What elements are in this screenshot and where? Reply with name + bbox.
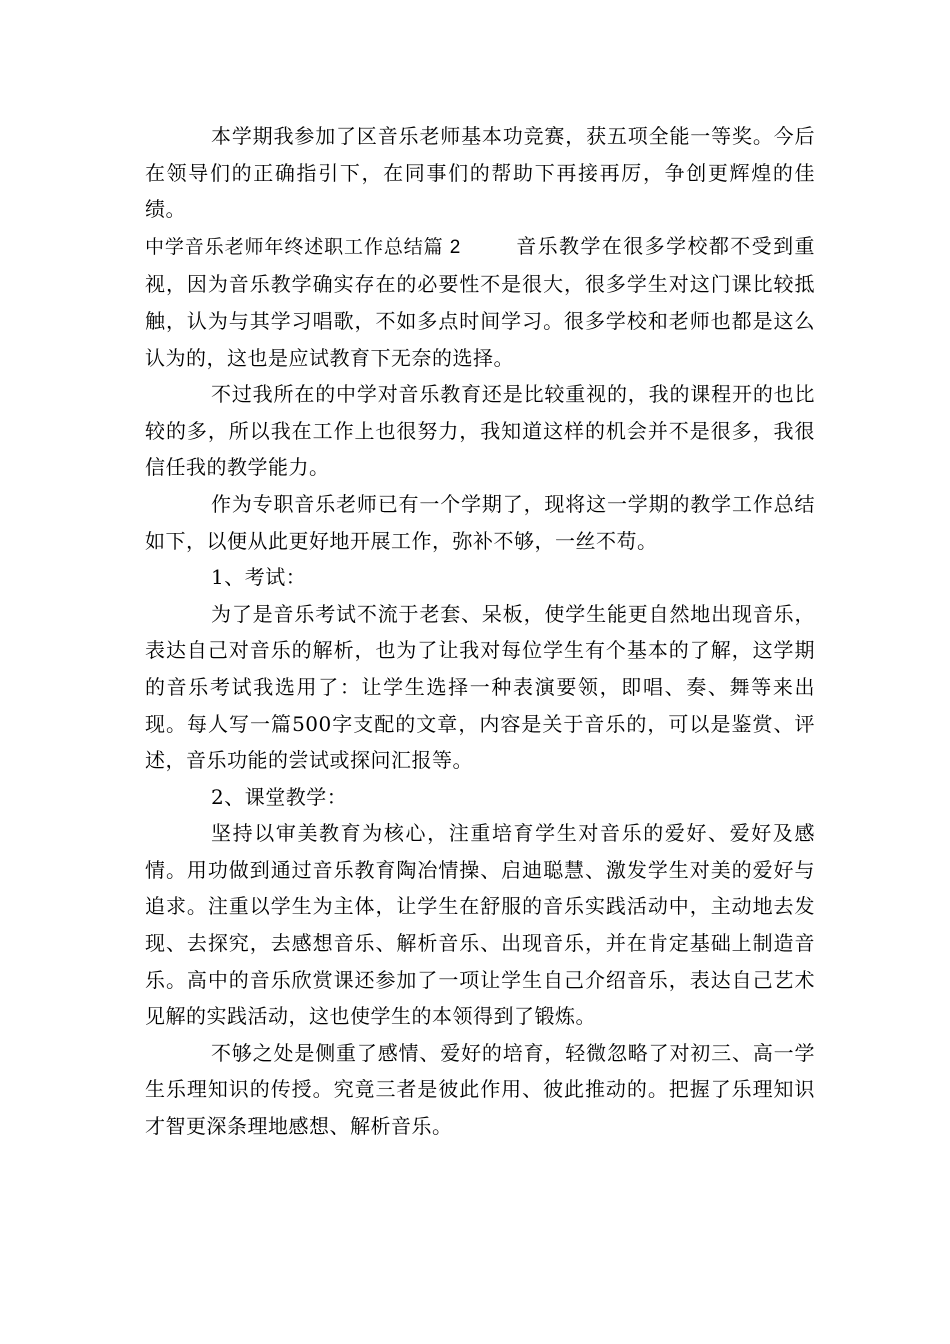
heading-exam: 1、考试： bbox=[211, 565, 307, 590]
section-title: 中学音乐老师年终述职工作总结篇 2 bbox=[145, 236, 461, 258]
paragraph-classroom-teaching: 坚持以审美教育为核心，注重培育学生对音乐的爱好、爱好及感情。用功做到通过音乐教育陶冶情操、启迪聪慧、激发学生对美的爱好与追求。注重以学生为主体，让学生在舒服的音乐实践活动中，主动地去发现、去探究，去感想音乐、解析音乐、出现音乐，并在肯定基础上制造音乐。高中的音乐欣赏课还参加了一项让学生自己介绍音乐，表达自己艺术见解的实践活动，这也使学生的本领得到了锻炼。 bbox=[145, 821, 815, 1029]
paragraph-section-intro bbox=[145, 228, 815, 376]
paragraph-music-teaching-importance: 音乐教学在很多学校都不受到重视，因为音乐教学确实存在的必要性不是很大，很多学生对这门课比较抵触，认为与其学习唱歌，不如多点时间学习。很多学校和老师也都是这么认为的，这也是应试教育下无奈的选择。 bbox=[145, 233, 815, 370]
paragraph-summary-intro: 作为专职音乐老师已有一个学期了，现将这一学期的教学工作总结如下，以便从此更好地开展工作，弥补不够，一丝不苟。 bbox=[145, 491, 815, 553]
document-body bbox=[145, 118, 815, 1145]
heading-classroom-teaching: 2、课堂教学： bbox=[211, 784, 348, 809]
paragraph-exam: 为了是音乐考试不流于老套、呆板，使学生能更自然地出现音乐，表达自己对音乐的解析，也为了让我对每位学生有个基本的了解，这学期的音乐考试我选用了：让学生选择一种表演要领，即唱、奏、舞等来出现。每人写一篇500字支配的文章，内容是关于音乐的，可以是鉴赏、评述，音乐功能的尝试或探问汇报等。 bbox=[145, 601, 815, 773]
paragraph-award: 本学期我参加了区音乐老师基本功竞赛，获五项全能一等奖。今后在领导们的正确指引下，在同事们的帮助下再接再厉，争创更辉煌的佳绩。 bbox=[145, 124, 815, 222]
paragraph-shortcomings: 不够之处是侧重了感情、爱好的培育，轻微忽略了对初三、高一学生乐理知识的传授。究竟三者是彼此作用、彼此推动的。把握了乐理知识才智更深条理地感想、解析音乐。 bbox=[145, 1040, 815, 1139]
paragraph-school-attitude: 不过我所在的中学对音乐教育还是比较重视的，我的课程开的也比较的多，所以我在工作上也很努力，我知道这样的机会并不是很多，我很信任我的教学能力。 bbox=[145, 382, 815, 480]
